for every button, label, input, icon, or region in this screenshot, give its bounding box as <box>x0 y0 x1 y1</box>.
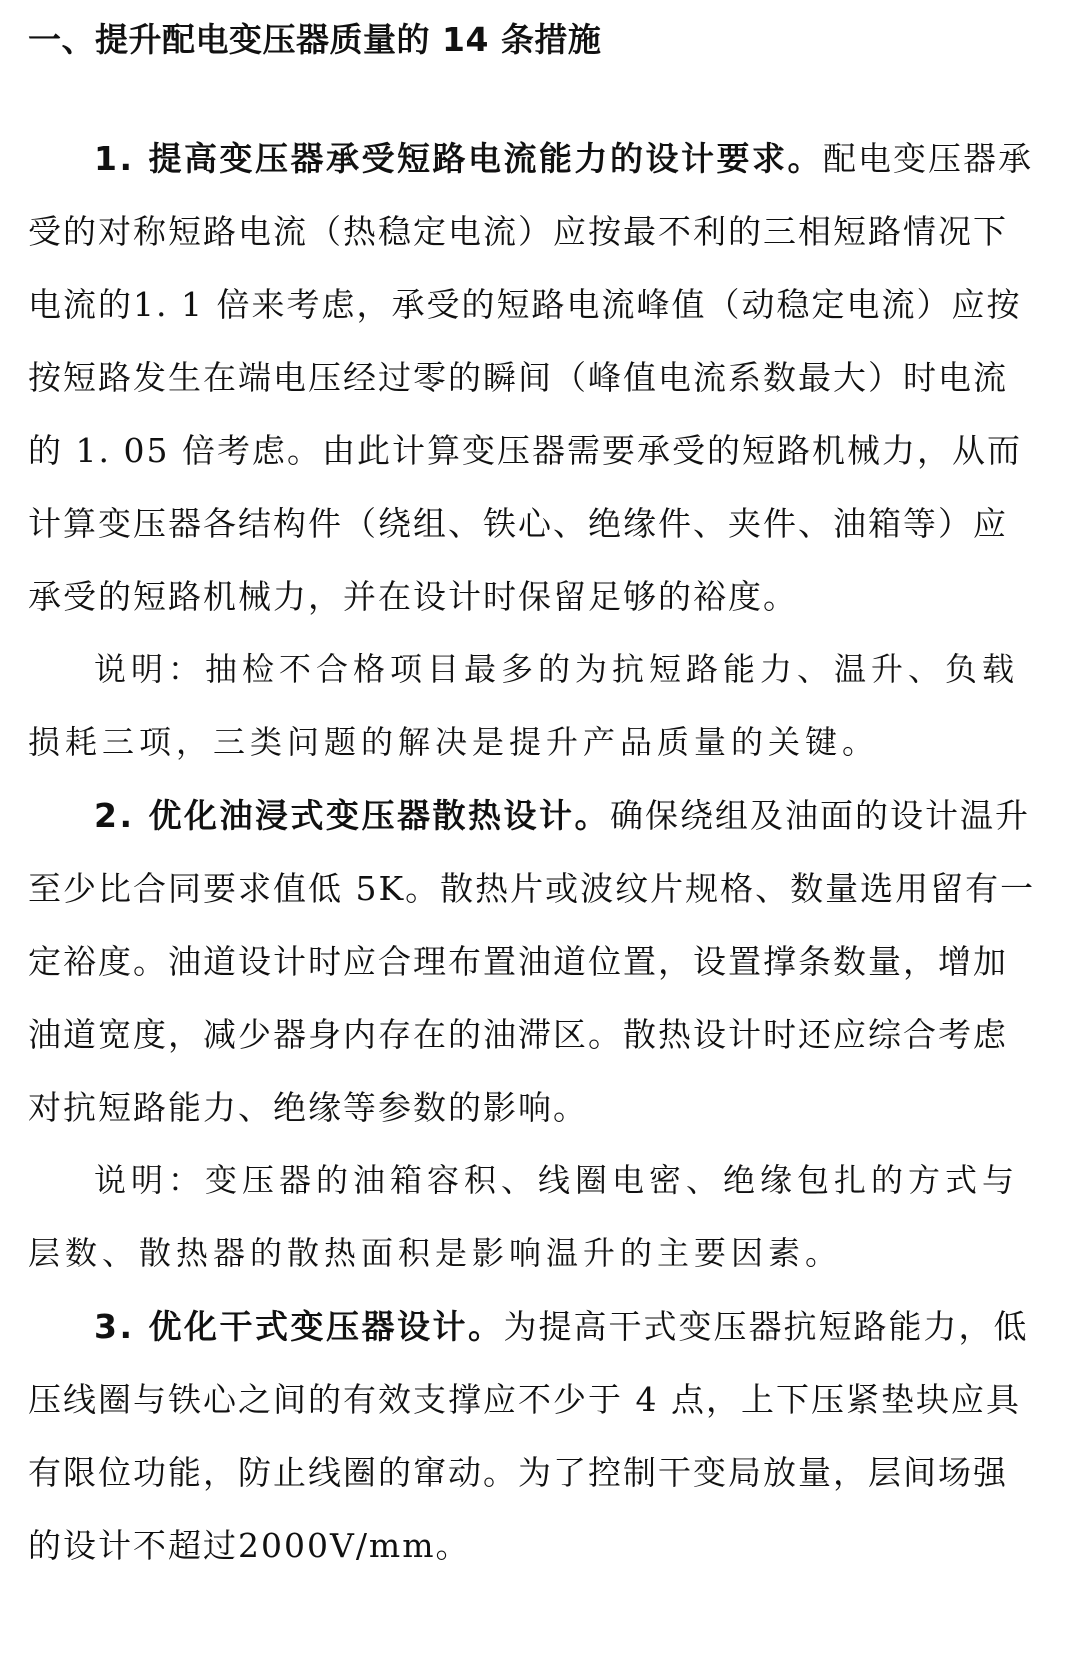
item-1-heading: 1. 提高变压器承受短路电流能力的设计要求。 <box>94 139 823 178</box>
item-3-heading: 3. 优化干式变压器设计。 <box>94 1307 504 1346</box>
item-2-note: 说明：变压器的油箱容积、线圈电密、绝缘包扎的方式与层数、散热器的散热面积是影响温升的主要因素。 <box>28 1161 1020 1272</box>
item-2-heading: 2. 优化油浸式变压器散热设计。 <box>94 796 610 835</box>
item-1-paragraph <box>28 122 1040 633</box>
item-3-body: 为提高干式变压器抗短路能力，低压线圈与铁心之间的有效支撑应不少于 4 点，上下压紧垫块应具有限位功能，防止线圈的窜动。为了控制干变局放量，层间场强的设计不超过2000V/mm。 <box>28 1307 1029 1565</box>
item-2-paragraph <box>28 779 1040 1144</box>
item-2-body: 确保绕组及油面的设计温升至少比合同要求值低 5K。散热片或波纹片规格、数量选用留有一定裕度。油道设计时应合理布置油道位置，设置撑条数量，增加油道宽度，减少器身内存在的油滞区。散热设计时还应综合考虑对抗短路能力、绝缘等参数的影响。 <box>28 796 1036 1127</box>
item-1-body: 配电变压器承受的对称短路电流（热稳定电流）应按最不利的三相短路情况下电流的1. 1 倍来考虑，承受的短路电流峰值（动稳定电流）应按按短路发生在端电压经过零的瞬间（峰值电流系数最大）时电流的 1. 05 倍考虑。由此计算变压器需要承受的短路机械力，从而计算变压器各结构件（绕组、铁心、绝缘件、夹件、油箱等）应承受的短路机械力，并在设计时保留足够的裕度。 <box>28 139 1033 616</box>
section-title: 一、提升配电变压器质量的 14 条措施 <box>28 20 602 59</box>
item-1-note: 说明：抽检不合格项目最多的为抗短路能力、温升、负载损耗三项，三类问题的解决是提升产品质量的关键。 <box>28 650 1020 761</box>
item-3-paragraph <box>28 1290 1040 1582</box>
